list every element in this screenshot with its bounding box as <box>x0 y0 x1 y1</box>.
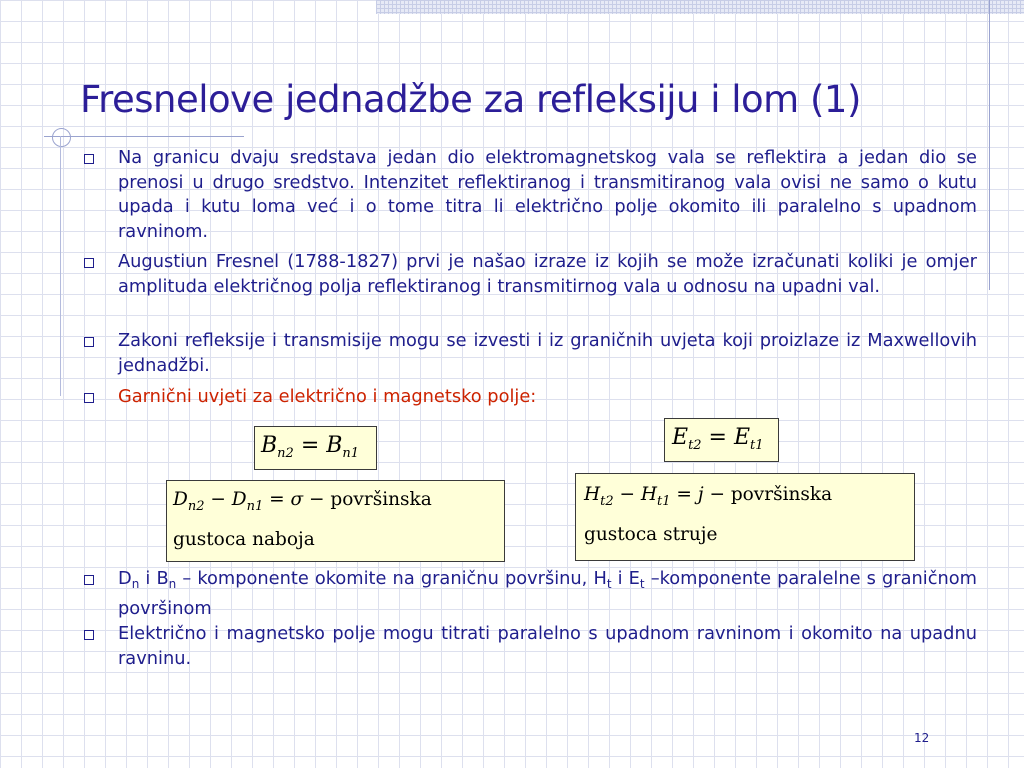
bullet-item <box>84 146 977 244</box>
square-bullet-icon <box>84 630 94 640</box>
decorative-left-line <box>60 136 61 396</box>
bullet-text: Na granicu dvaju sredstava jedan dio elektromagnetskog vala se reflektira a jedan dio se prenosi u drugo sredstvo. Intenzitet reflektiranog i transmitiranog vala ovisi ne samo o kutu upada i kutu loma već i o tome titra li električno polje okomito ili paralelno s upadnom ravninom. <box>118 147 977 242</box>
bullet-text: $D_n$ i $B_n$ – komponente okomite na graničnu površinu, $H_t$ i $E_t$ –komponente paralelne s graničnom površinom <box>118 568 977 619</box>
equation-dn: $D_{n2} - D_{n1} = \sigma$ − površinska gustoca naboja <box>166 480 505 562</box>
bullet-item <box>84 622 977 671</box>
square-bullet-icon <box>84 337 94 347</box>
square-bullet-icon <box>84 393 94 403</box>
slide-title: Fresnelove jednadžbe za refleksiju i lom (1) <box>80 78 861 121</box>
bullet-item <box>84 385 977 410</box>
decorative-horizontal-line <box>44 136 244 137</box>
bullet-text: Električno i magnetsko polje mogu titrati paralelno s upadnom ravninom i okomito na upadnu ravninu. <box>118 623 977 669</box>
equation-et: $E_{t2} = E_{t1}$ <box>664 418 779 462</box>
decorative-vertical-line <box>989 0 990 290</box>
page-number: 12 <box>914 731 930 745</box>
bullet-item <box>84 329 977 378</box>
header-pattern-band <box>376 0 1024 14</box>
bullet-item <box>84 567 977 621</box>
equation-ht: $H_{t2} - H_{t1} = j$ − površinska gustoca struje <box>575 473 915 561</box>
bullet-text-highlight: Garnični uvjeti za električno i magnetsko polje: <box>118 386 537 407</box>
bullet-item <box>84 250 977 299</box>
square-bullet-icon <box>84 154 94 164</box>
bullet-text: Zakoni refleksije i transmisije mogu se izvesti i iz graničnih uvjeta koji proizlaze iz Maxwellovih jednadžbi. <box>118 330 977 376</box>
equation-bn: $B_{n2} = B_{n1}$ <box>254 426 377 470</box>
bullet-text: Augustiun Fresnel (1788-1827) prvi je našao izraze iz kojih se može izračunati koliki je omjer amplituda električnog polja reflektiranog i transmitirnog vala u odnosu na upadni val. <box>118 251 977 297</box>
square-bullet-icon <box>84 258 94 268</box>
square-bullet-icon <box>84 575 94 585</box>
decorative-circle <box>52 128 71 147</box>
